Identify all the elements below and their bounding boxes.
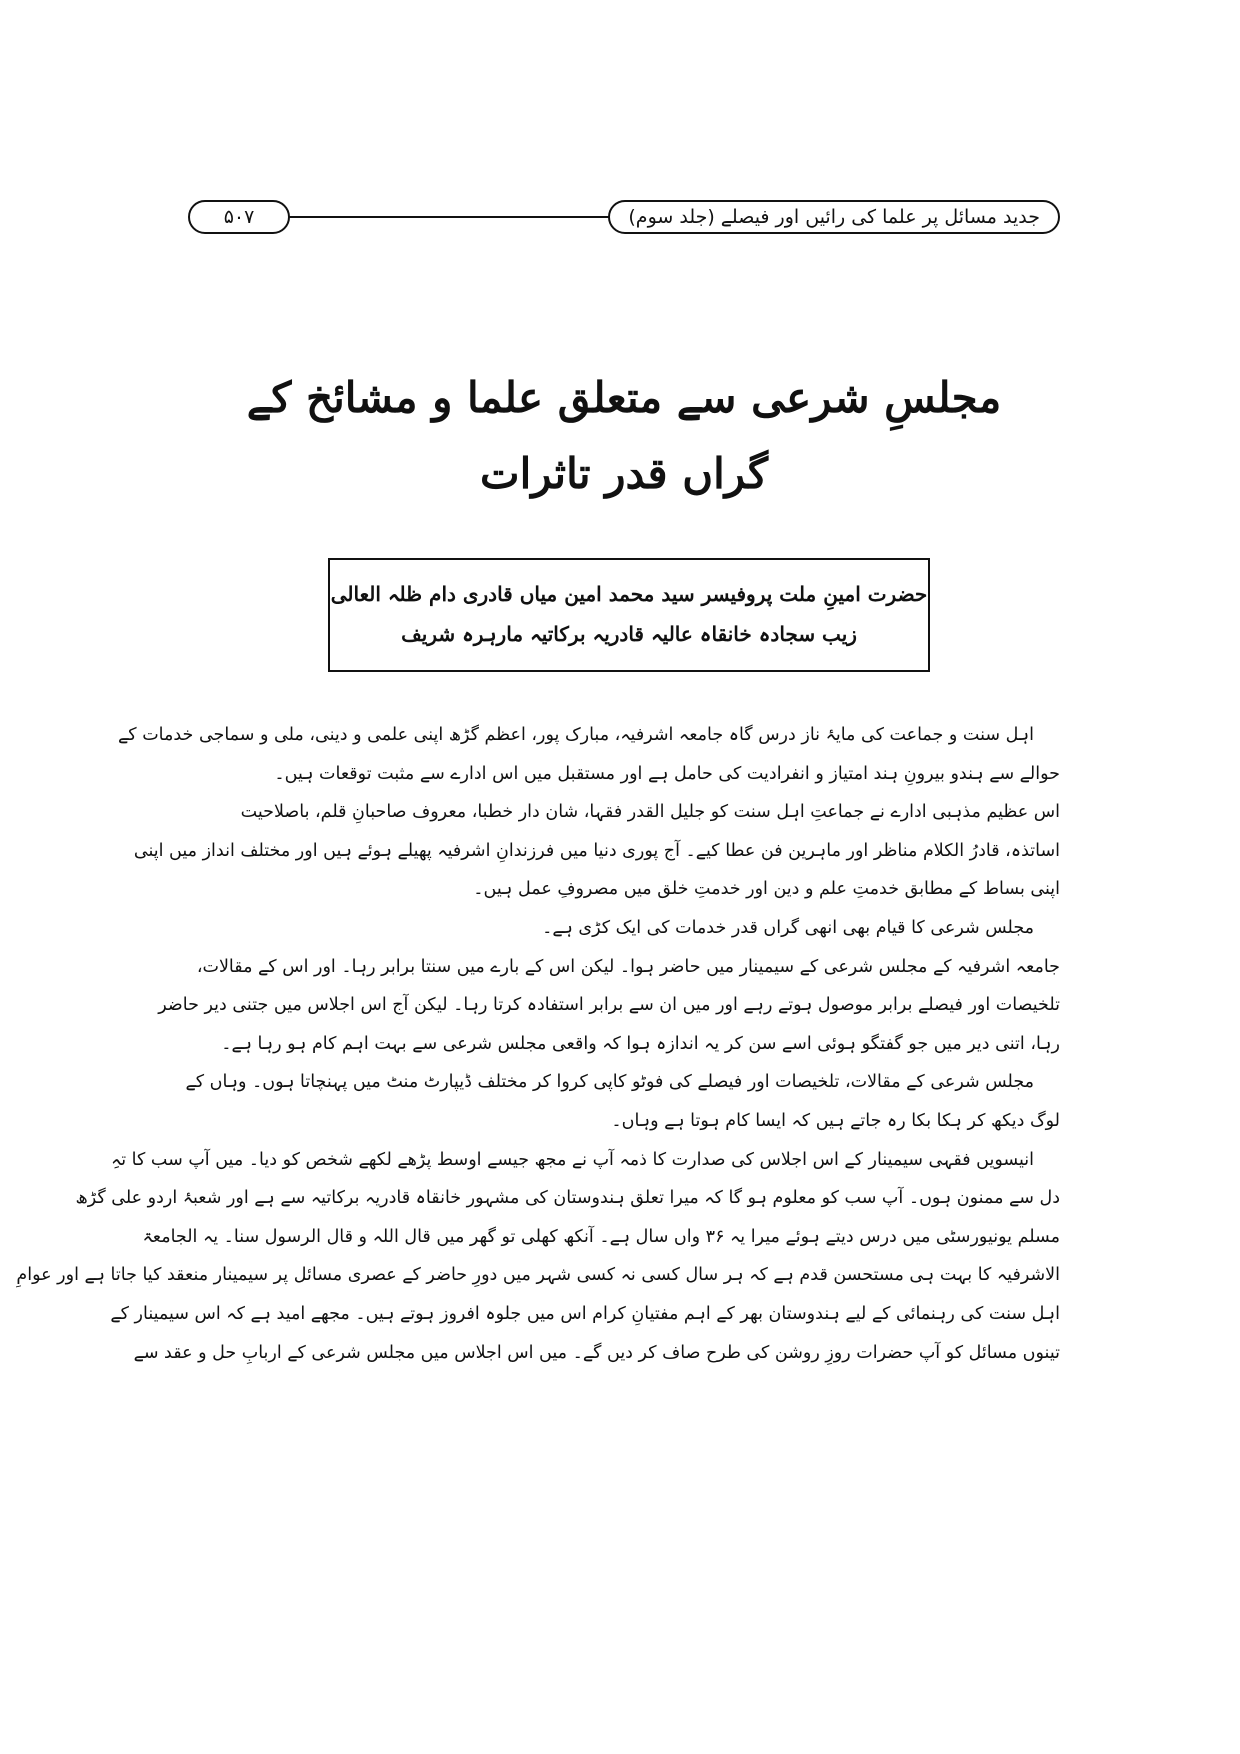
body-line: الاشرفیہ کا بہت ہی مستحسن قدم ہے کہ ہر سال کسی نہ کسی شہر میں دورِ حاضر کے عصری مسائل پر سیمینار منعقد کیا جاتا ہے اور عوامِ bbox=[16, 1265, 1060, 1286]
body-line: حوالے سے ہندو بیرونِ ہند امتیاز و انفرادیت کی حامل ہے اور مستقبل میں اس ادارے سے مثبت توقعات ہیں۔ bbox=[274, 763, 1060, 784]
body-line: اہل سنت و جماعت کی مایۂ ناز درس گاہ جامعہ اشرفیہ، مبارک پور، اعظم گڑھ اپنی علمی و دینی، ملی و سماجی خدمات کے bbox=[118, 725, 1034, 745]
running-header bbox=[188, 200, 1060, 234]
body-line: اس عظیم مذہبی ادارے نے جماعتِ اہل سنت کو جلیل القدر فقہا، شان دار خطبا، معروف صاحبانِ قلم، باصلاحیت bbox=[240, 802, 1060, 823]
body-text bbox=[16, 716, 1060, 1372]
body-line: انیسویں فقہی سیمینار کے اس اجلاس کی صدارت کا ذمہ آپ نے مجھ جیسے اوسط پڑھے لکھے شخص کو دیا۔ میں آپ سب کا تہِ bbox=[111, 1149, 1034, 1170]
author-name: حضرت امینِ ملت پروفیسر سید محمد امین میاں قادری دام ظلہ العالی bbox=[330, 582, 928, 606]
body-line: اہل سنت کی رہنمائی کے لیے ہندوستان بھر کے اہم مفتیانِ کرام اس میں جلوہ افروز ہوتے ہیں۔ مجھے امید ہے کہ اس سیمینار کے bbox=[110, 1303, 1060, 1324]
body-line: اپنی بساط کے مطابق خدمتِ علم و دین اور خدمتِ خلق میں مصروفِ عمل ہیں۔ bbox=[473, 879, 1060, 900]
body-line: لوگ دیکھ کر ہکا بکا رہ جاتے ہیں کہ ایسا کام ہوتا ہے وہاں۔ bbox=[611, 1110, 1060, 1131]
chapter-title-line-1: مجلسِ شرعی سے متعلق علما و مشائخ کے bbox=[246, 373, 1002, 422]
body-line: جامعہ اشرفیہ کے مجلس شرعی کے سیمینار میں حاضر ہوا۔ لیکن اس کے بارے میں سنتا برابر رہا۔ اور اس کے مقالات، bbox=[196, 956, 1060, 977]
body-line: تینوں مسائل کو آپ حضرات روزِ روشن کی طرح صاف کر دیں گے۔ میں اس اجلاس میں مجلس شرعی کے اربابِ حل و عقد سے bbox=[133, 1342, 1060, 1363]
author-box bbox=[328, 558, 930, 672]
page-number: ۵۰۷ bbox=[188, 200, 290, 234]
chapter-title bbox=[188, 360, 1060, 512]
body-line: اساتذہ، قادرُ الکلام مناظر اور ماہرین فن عطا کیے۔ آج پوری دنیا میں فرزندانِ اشرفیہ پھیلے ہوئے ہیں اور مختلف انداز میں اپنی bbox=[133, 840, 1060, 861]
body-line: مجلس شرعی کا قیام بھی انھی گراں قدر خدمات کی ایک کڑی ہے۔ bbox=[542, 917, 1034, 938]
running-title: جدید مسائل پر علما کی رائیں اور فیصلے (جلد سوم) bbox=[608, 200, 1060, 234]
body-line: مجلس شرعی کے مقالات، تلخیصات اور فیصلے کی فوٹو کاپی کروا کر مختلف ڈیپارٹ منٹ میں پہنچاتا ہوں۔ وہاں کے bbox=[185, 1072, 1034, 1093]
body-line: مسلم یونیورسٹی میں درس دیتے ہوئے میرا یہ ۳۶ واں سال ہے۔ آنکھ کھلی تو گھر میں قال اللہ و قال الرسول سنا۔ یہ الجامعۃ bbox=[142, 1226, 1060, 1247]
body-line: دل سے ممنون ہوں۔ آپ سب کو معلوم ہو گا کہ میرا تعلق ہندوستان کی مشہور خانقاہ قادریہ برکاتیہ سے ہے اور شعبۂ اردو علی گڑھ bbox=[75, 1188, 1060, 1209]
chapter-title-line-2: گراں قدر تاثرات bbox=[480, 449, 768, 498]
body-line: تلخیصات اور فیصلے برابر موصول ہوتے رہے اور میں ان سے برابر استفادہ کرتا رہا۔ لیکن آج اس اجلاس میں جتنی دیر حاضر bbox=[158, 995, 1060, 1016]
author-designation: زیب سجادہ خانقاہ عالیہ قادریہ برکاتیہ مارہرہ شریف bbox=[401, 622, 857, 646]
body-line: رہا، اتنی دیر میں جو گفتگو ہوئی اسے سن کر یہ اندازہ ہوا کہ واقعی مجلس شرعی سے بہت اہم کام ہو رہا ہے۔ bbox=[221, 1033, 1060, 1054]
